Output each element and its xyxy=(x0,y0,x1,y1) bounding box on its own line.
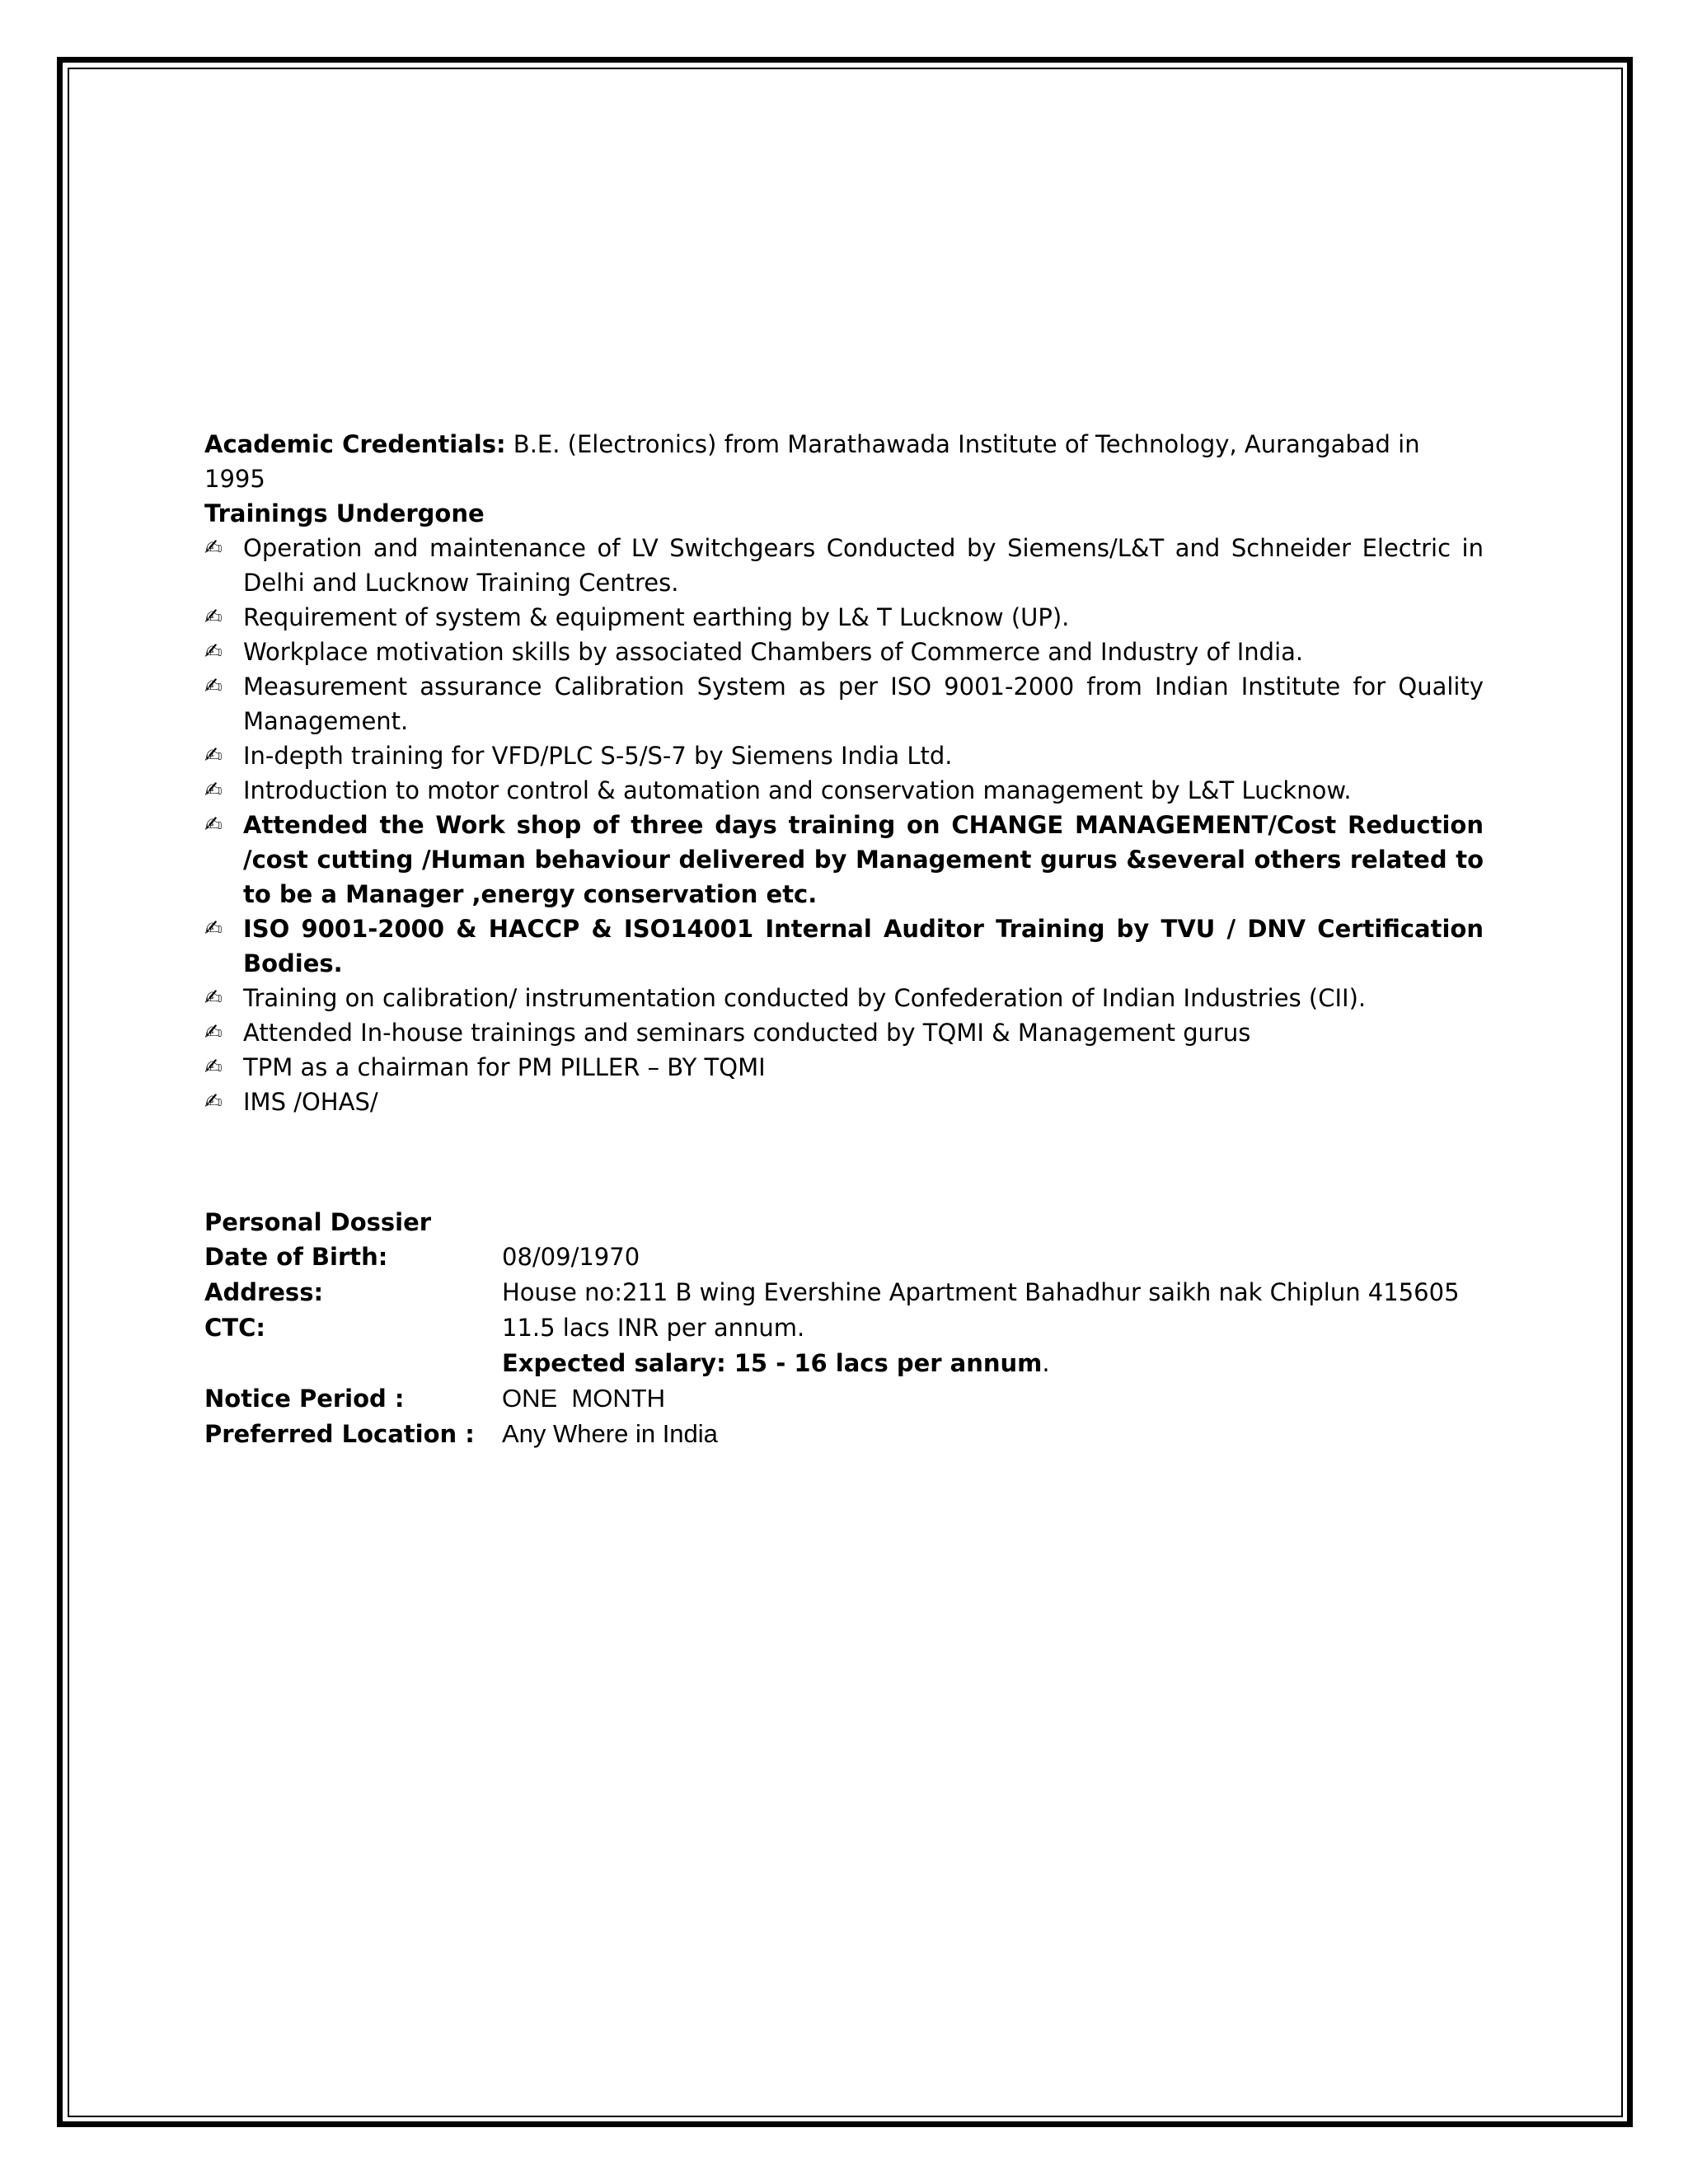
training-item-text: Introduction to motor control & automation and conservation management by L&T Lucknow. xyxy=(243,776,1352,804)
training-item-text: Operation and maintenance of LV Switchgears Conducted by Siemens/L&T and Schneider Electric in Delhi and Lucknow Training Centres. xyxy=(243,534,1484,597)
training-item-text: Attended In-house trainings and seminars conducted by TQMI & Management gurus xyxy=(243,1019,1251,1047)
dob-label: Date of Birth: xyxy=(204,1243,388,1271)
preferred-location-label: Preferred Location : xyxy=(204,1420,475,1448)
training-item-text: IMS /OHAS/ xyxy=(243,1088,378,1116)
training-item-text: Requirement of system & equipment earthing by L& T Lucknow (UP). xyxy=(243,603,1070,631)
training-item xyxy=(204,808,1484,912)
trainings-list xyxy=(204,531,1484,1119)
address-label: Address: xyxy=(204,1278,324,1306)
resume-page-content xyxy=(204,427,1484,1452)
notice-period-row xyxy=(204,1381,1484,1417)
expected-salary-value xyxy=(502,1346,1484,1381)
academic-credentials-value: B.E. (Electronics) from Marathawada Institute of Technology, Aurangabad in 1995 xyxy=(204,430,1420,493)
personal-dossier xyxy=(204,1205,1484,1452)
writing-hand-icon: ✍ xyxy=(204,813,223,837)
training-item xyxy=(204,981,1484,1015)
academic-credentials-label: Academic Credentials: xyxy=(204,430,506,458)
training-item xyxy=(204,912,1484,981)
dob-value: 08/09/1970 xyxy=(502,1243,640,1271)
trainings-heading: Trainings Undergone xyxy=(204,499,485,527)
notice-period-value: ONE MONTH xyxy=(502,1384,666,1413)
training-item xyxy=(204,1015,1484,1050)
academic-credentials xyxy=(204,427,1484,496)
writing-hand-icon: ✍ xyxy=(204,743,223,768)
expected-salary-text: Expected salary: 15 - 16 lacs per annum xyxy=(502,1349,1043,1377)
writing-hand-icon: ✍ xyxy=(204,640,223,664)
expected-salary-spacer xyxy=(204,1346,502,1381)
ctc-label: CTC: xyxy=(204,1314,265,1342)
training-item xyxy=(204,669,1484,738)
training-item-text: TPM as a chairman for PM PILLER – BY TQMI xyxy=(243,1053,766,1081)
training-item xyxy=(204,1085,1484,1119)
writing-hand-icon: ✍ xyxy=(204,1020,223,1045)
ctc-row xyxy=(204,1310,1484,1346)
writing-hand-icon: ✍ xyxy=(204,1055,223,1080)
training-item-text: ISO 9001-2000 & HACCP & ISO14001 Internal Auditor Training by TVU / DNV Certification Bodies. xyxy=(243,915,1484,977)
training-item-text: In-depth training for VFD/PLC S-5/S-7 by Siemens India Ltd. xyxy=(243,742,953,770)
personal-dossier-heading: Personal Dossier xyxy=(204,1208,432,1236)
training-item xyxy=(204,1050,1484,1085)
writing-hand-icon: ✍ xyxy=(204,605,223,630)
training-item xyxy=(204,738,1484,773)
ctc-value: 11.5 lacs INR per annum. xyxy=(502,1314,805,1342)
address-value: House no:211 B wing Evershine Apartment Bahadhur saikh nak Chiplun 415605 xyxy=(502,1278,1460,1306)
writing-hand-icon: ✍ xyxy=(204,536,223,560)
preferred-location-row xyxy=(204,1417,1484,1452)
writing-hand-icon: ✍ xyxy=(204,916,223,941)
training-item xyxy=(204,635,1484,669)
training-item xyxy=(204,531,1484,600)
training-item-text: Workplace motivation skills by associated Chambers of Commerce and Industry of India. xyxy=(243,638,1304,666)
training-item-text: Measurement assurance Calibration System as per ISO 9001-2000 from Indian Institute for Quality Management. xyxy=(243,673,1484,735)
training-item xyxy=(204,600,1484,635)
dob-row xyxy=(204,1240,1484,1275)
writing-hand-icon: ✍ xyxy=(204,986,223,1010)
training-item-text: Attended the Work shop of three days training on CHANGE MANAGEMENT/Cost Reduction /cost cutting /Human behaviour delivered by Management gurus &several others related to to be a Manager ,energy conservation etc. xyxy=(243,811,1484,908)
address-row xyxy=(204,1275,1484,1310)
expected-salary-period: . xyxy=(1042,1349,1050,1377)
writing-hand-icon: ✍ xyxy=(204,674,223,699)
training-item-text: Training on calibration/ instrumentation conducted by Confederation of Indian Industries (CII). xyxy=(243,984,1367,1012)
training-item xyxy=(204,773,1484,808)
expected-salary-row xyxy=(204,1346,1484,1381)
preferred-location-value: Any Where in India xyxy=(502,1419,718,1448)
writing-hand-icon: ✍ xyxy=(204,1090,223,1114)
writing-hand-icon: ✍ xyxy=(204,778,223,803)
notice-period-label: Notice Period : xyxy=(204,1385,405,1413)
